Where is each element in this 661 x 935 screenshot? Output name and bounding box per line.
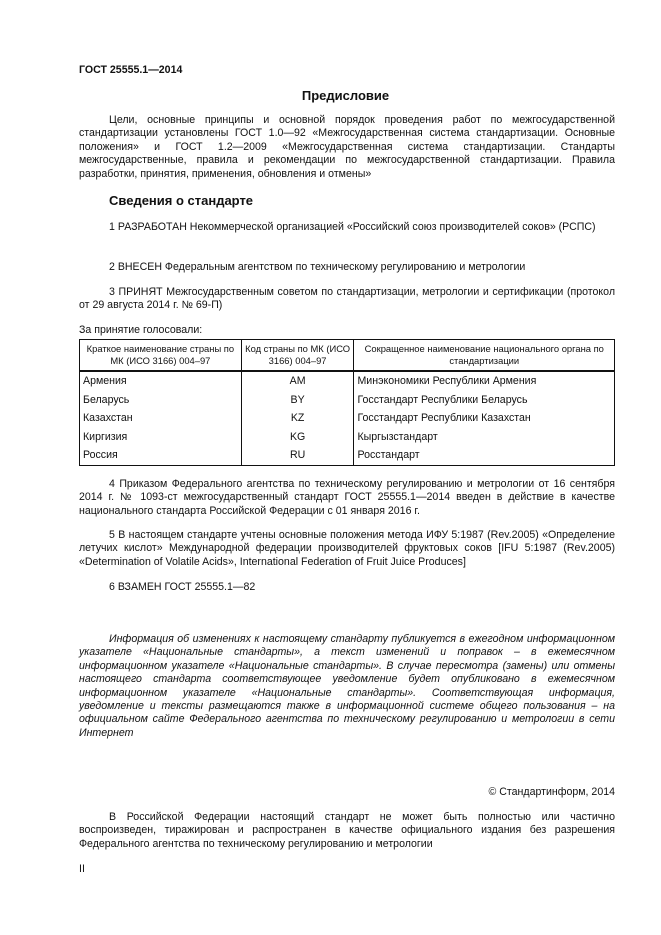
item-replaces: 6 ВЗАМЕН ГОСТ 25555.1—82 bbox=[109, 581, 256, 593]
information-note: Информация об изменениях к настоящему стандарту публикуется в ежегодном информационном указателе «Национальные стандарты», а текст изменений и поправок – в ежемесячном информационном указателе «Национальные стандарты». В случае пересмотра (замены) или отмены настоящего стандарта соответствующее уведомление будет опубликовано в ежемесячном информационном указателе «Национальные стандарты». Соответствующая информация, уведомление и тексты размещаются также в информационной системе общего пользования – на официальном сайте Федерального агентства по техническому регулированию и метрологии в сети Интернет bbox=[79, 633, 615, 739]
copyright: © Стандартинформ, 2014 bbox=[488, 786, 615, 798]
code-cell: KZ bbox=[241, 409, 354, 428]
body-cell: Госстандарт Республики Беларусь bbox=[354, 391, 615, 410]
foreword-title: Предисловие bbox=[301, 88, 390, 103]
item-developed: 1 РАЗРАБОТАН Некоммерческой организацией «Российский союз производителей соков» (РСПС) bbox=[109, 221, 596, 233]
legal-note: В Российской Федерации настоящий стандарт не может быть полностью или частично воспроизведен, тиражирован и распространен в качестве официального издания без разрешения Федерального агентства по техническому регулированию и метрологии bbox=[79, 811, 615, 850]
column-header-body: Сокращенное наименование национального органа по стандартизации bbox=[354, 340, 615, 372]
table-row bbox=[80, 371, 615, 391]
body-cell: Минэкономики Республики Армения bbox=[354, 371, 615, 391]
votes-label: За принятие голосовали: bbox=[79, 324, 203, 336]
code-cell: BY bbox=[241, 391, 354, 410]
table-row bbox=[80, 391, 615, 410]
body-cell: Росстандарт bbox=[354, 446, 615, 465]
foreword-text: Цели, основные принципы и основной порядок проведения работ по межгосударственной стандартизации установлены ГОСТ 1.0—92 «Межгосударственная система стандартизации. Основные положения» и ГОСТ 1.2—2009 «Межгосударственная система стандартизации. Стандарты межгосударственные, правила и рекомендации по межгосударственной стандартизации. Правила разработки, принятия, применения, обновления и отмены» bbox=[79, 114, 615, 180]
about-standard-title: Сведения о стандарте bbox=[109, 193, 254, 208]
document-code: ГОСТ 25555.1—2014 bbox=[79, 64, 183, 76]
item-enacted: 4 Приказом Федерального агентства по техническому регулированию и метрологии от 16 сентября 2014 г. № 1093-ст межгосударственный стандарт ГОСТ 25555.1—2014 введен в действие в качестве национального стандарта Российской Федерации с 01 января 2016 г. bbox=[79, 478, 615, 517]
code-cell: RU bbox=[241, 446, 354, 465]
item-method-basis: 5 В настоящем стандарте учтены основные положения метода ИФУ 5:1987 (Rev.2005) «Определение летучих кислот» Международной федерации производителей фруктовых соков [IFU 5:1987 (Rev.2005) «Determination of Volatile Acids», International Federation of Fruit Juice Produces] bbox=[79, 529, 615, 568]
country-cell: Казахстан bbox=[80, 409, 242, 428]
item-adopted: 3 ПРИНЯТ Межгосударственным советом по стандартизации, метрологии и сертификации (протокол от 29 августа 2014 г. № 69-П) bbox=[79, 286, 615, 312]
country-cell: Беларусь bbox=[80, 391, 242, 410]
votes-table bbox=[79, 339, 615, 466]
table-row bbox=[80, 428, 615, 447]
column-header-code: Код страны по МК (ИСО 3166) 004–97 bbox=[241, 340, 354, 372]
country-cell: Россия bbox=[80, 446, 242, 465]
table-row bbox=[80, 446, 615, 465]
body-cell: Госстандарт Республики Казахстан bbox=[354, 409, 615, 428]
country-cell: Армения bbox=[80, 371, 242, 391]
column-header-country: Краткое наименование страны по МК (ИСО 3166) 004–97 bbox=[80, 340, 242, 372]
body-cell: Кыргызстандарт bbox=[354, 428, 615, 447]
table-header-row bbox=[80, 340, 615, 372]
item-introduced: 2 ВНЕСЕН Федеральным агентством по техническому регулированию и метрологии bbox=[109, 261, 526, 273]
code-cell: KG bbox=[241, 428, 354, 447]
table-row bbox=[80, 409, 615, 428]
code-cell: AM bbox=[241, 371, 354, 391]
page-number: II bbox=[79, 863, 85, 875]
country-cell: Киргизия bbox=[80, 428, 242, 447]
